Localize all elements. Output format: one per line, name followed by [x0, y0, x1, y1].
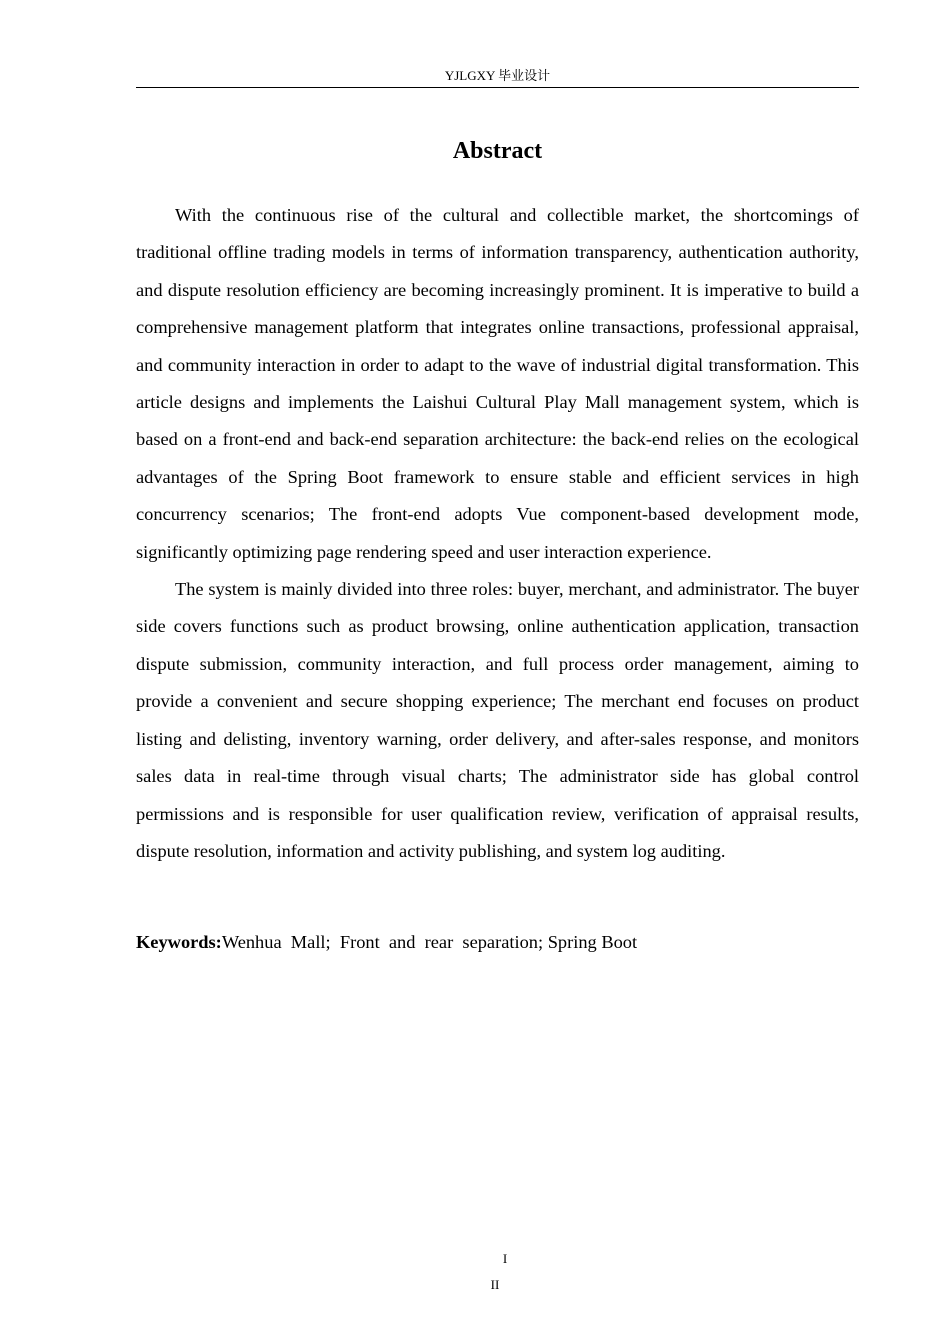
- page-header: [136, 66, 859, 88]
- header-text: YJLGXY 毕业设计: [444, 68, 551, 83]
- keywords-text: Wenhua Mall; Front and rear separation; Spring Boot: [221, 932, 638, 952]
- page-number-secondary: II: [490, 1277, 500, 1292]
- abstract-paragraph-2: The system is mainly divided into three roles: buyer, merchant, and administrator. The buyer side covers functions such as product browsing, online authentication application, transaction dispute submission, community interaction, and full process order management, aiming to provide a convenient and secure shopping experience; The merchant end focuses on product listing and delisting, inventory warning, order delivery, and after-sales response, and monitors sales data in real-time through visual charts; The administrator side has global control permissions and is responsible for user qualification review, verification of appraisal results, dispute resolution, information and activity publishing, and system log auditing.: [136, 579, 859, 861]
- abstract-paragraph-1: With the continuous rise of the cultural and collectible market, the shortcomings of traditional offline trading models in terms of information transparency, authentication authority, and dispute resolution efficiency are becoming increasingly prominent. It is imperative to build a comprehensive management platform that integrates online transactions, professional appraisal, and community interaction in order to adapt to the wave of industrial digital transformation. This article designs and implements the Laishui Cultural Play Mall management system, which is based on a front-end and back-end separation architecture: the back-end relies on the ecological advantages of the Spring Boot framework to ensure stable and efficient services in high concurrency scenarios; The front-end adopts Vue component-based development mode, significantly optimizing page rendering speed and user interaction experience.: [136, 205, 859, 562]
- keywords-line: [136, 927, 859, 957]
- abstract-body: [136, 197, 859, 870]
- page-number-primary: I: [502, 1251, 508, 1266]
- abstract-title: Abstract: [452, 138, 543, 164]
- keywords-label: Keywords:: [136, 932, 222, 952]
